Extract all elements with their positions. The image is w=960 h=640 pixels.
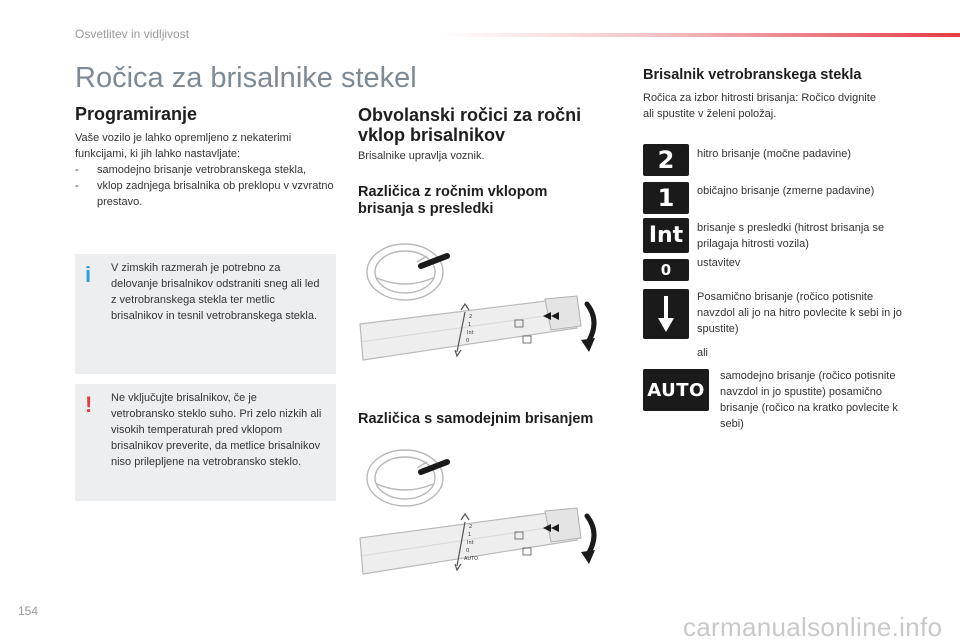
- wiper-lever-illustration-manual: [355, 232, 610, 372]
- position-2-badge: 2: [643, 144, 689, 176]
- obvolanski-text: Brisalnike upravlja voznik.: [358, 150, 485, 162]
- lever-mark: 0: [466, 548, 470, 554]
- lever-mark: Int: [467, 330, 474, 336]
- position-1-badge: 1: [643, 182, 689, 214]
- position-2-text: hitro brisanje (močne padavine): [697, 148, 852, 160]
- position-int-badge: Int: [643, 218, 689, 253]
- auto-badge: AUTO: [643, 369, 709, 411]
- heading-brisalnik: Brisalnik vetrobranskega stekla: [643, 67, 862, 83]
- heading-line: vklop brisalnikov: [358, 125, 506, 145]
- page-number: 154: [18, 604, 39, 618]
- heading-line: Različica z ročnim vklopom: [358, 184, 548, 200]
- down-arrow-icon: [643, 289, 689, 339]
- lever-mark: 2: [469, 524, 473, 530]
- position-0-text: ustavitev: [697, 257, 741, 269]
- section-header: Osvetlitev in vidljivost: [75, 27, 190, 41]
- lever-mark: 0: [466, 338, 470, 344]
- header-rule: [440, 33, 960, 37]
- lever-mark: AUTO: [464, 556, 479, 562]
- lever-mark: Int: [467, 540, 474, 546]
- page-title: Ročica za brisalnike stekel: [75, 62, 417, 94]
- info-note: [75, 254, 336, 374]
- heading-variant-manual: [358, 184, 628, 218]
- list-item: - vklop zadnjega brisalnika ob preklopu v vzvratno prestavo.: [75, 178, 337, 210]
- brisalnik-intro: Ročica za izbor hitrosti brisanja: Ročico dvignite ali spustite v želeni položaj.: [643, 92, 876, 120]
- programiranje-intro: Vaše vozilo je lahko opremljeno z nekaterimi funkcijami, ki jih lahko nastavljate:: [75, 132, 292, 160]
- programiranje-text: [75, 130, 337, 210]
- heading-obvolanski: [358, 105, 628, 145]
- down-arrow-glyph: [656, 294, 676, 334]
- or-text: ali: [697, 347, 709, 359]
- heading-variant-auto: Različica s samodejnim brisanjem: [358, 411, 594, 427]
- auto-text: samodejno brisanje (ročico potisnite navzdol in jo spustite) posamično brisanje (ročico na kratko povlecite k sebi): [720, 370, 898, 430]
- programiranje-list: [75, 162, 337, 210]
- heading-line: Obvolanski ročici za ročni: [358, 105, 582, 125]
- position-int-text: brisanje s presledki (hitrost brisanja se prilagaja hitrosti vozila): [697, 222, 885, 250]
- warning-note: [75, 384, 336, 501]
- warning-icon: !: [85, 392, 93, 417]
- heading-programiranje: Programiranje: [75, 104, 198, 124]
- lever-mark: 2: [469, 314, 473, 320]
- heading-line: brisanja s presledki: [358, 201, 494, 217]
- position-1-text: običajno brisanje (zmerne padavine): [697, 185, 875, 197]
- warning-note-text: Ne vključujte brisalnikov, če je vetrobransko steklo suho. Pri zelo nizkih ali visokih temperaturah pred vklopom brisalnikov preverite, da metlice brisalnikov niso prilepljene na vetrobransko steklo.: [111, 392, 322, 468]
- lever-mark: 1: [468, 322, 472, 328]
- info-note-text: V zimskih razmerah je potrebno za delovanje brisalnikov odstraniti sneg ali led z vetrobranskega stekla ter metlic brisalnikov in tesnil vetrobranskega stekla.: [111, 262, 320, 322]
- watermark: carmanualsonline.info: [683, 612, 943, 640]
- wiper-lever-illustration-auto: [355, 440, 610, 585]
- lever-mark: 1: [468, 532, 472, 538]
- list-item: - samodejno brisanje vetrobranskega stekla,: [75, 162, 337, 178]
- single-wipe-text: Posamično brisanje (ročico potisnite navzdol ali jo na hitro povlecite k sebi in jo spustite): [697, 291, 902, 335]
- info-icon: i: [85, 262, 92, 287]
- position-0-badge: 0: [643, 259, 689, 281]
